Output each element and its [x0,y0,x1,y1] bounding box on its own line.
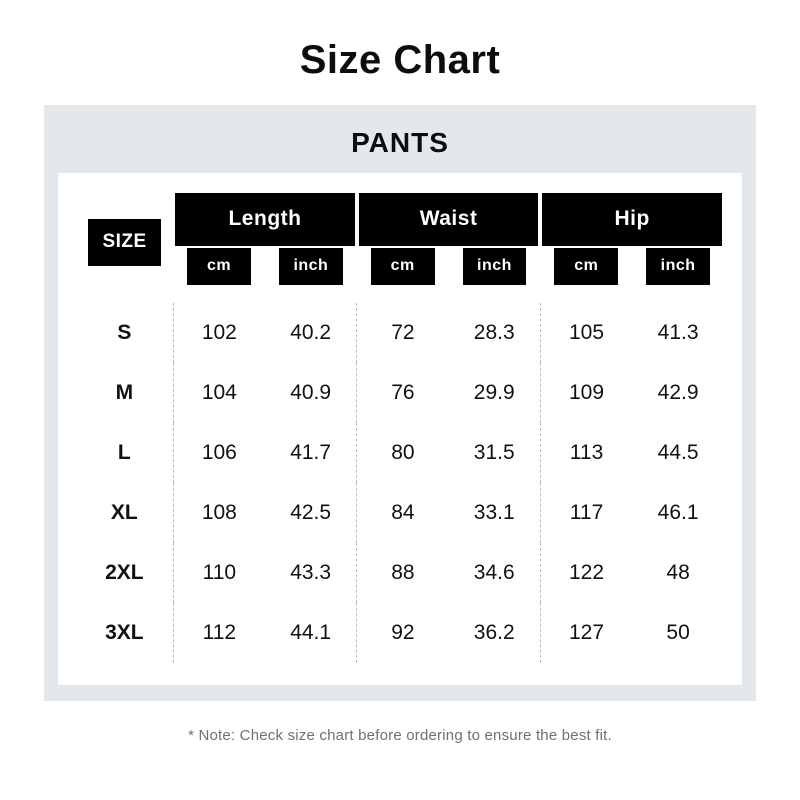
cell-size: L [117,441,131,464]
panel-heading: PANTS [351,127,449,158]
cell-waist-inch: 31.5 [473,441,515,464]
group-header-row [76,191,724,246]
unit-header-hip-cm [540,246,632,291]
cell-size: M [115,381,134,404]
cell-hip-inch: 44.5 [657,441,699,464]
cell-waist-cm: 92 [357,603,449,663]
cell-waist-cm: 76 [357,363,449,423]
group-header-hip-wrap [540,191,724,246]
unit-header-hip-inch [632,246,724,291]
group-header-waist-label: Waist [359,193,539,246]
cell-size: S [117,321,132,344]
cell-length-inch: 40.9 [290,381,332,404]
cell-waist-cm: 72 [357,303,449,363]
unit-header-waist-inch-wrap [449,246,541,291]
header-spacer-row [76,291,724,303]
unit-header-hip-inch-wrap [632,246,724,291]
cell-length-cm: 108 [173,483,265,543]
size-table-body [76,303,724,663]
page-title: Size Chart [299,38,501,82]
cell-hip-inch: 42.9 [657,381,699,404]
cell-length-inch: 42.5 [290,501,332,524]
cell-waist-cm: 80 [357,423,449,483]
cell-hip-inch: 48 [666,561,690,584]
cell-length-cm: 106 [173,423,265,483]
unit-label-cm: cm [187,248,251,285]
cell-hip-cm: 122 [540,543,632,603]
cell-waist-inch: 29.9 [473,381,515,404]
cell-length-inch: 41.7 [290,441,332,464]
cell-hip-cm: 105 [540,303,632,363]
table-row [76,423,724,483]
table-row [76,603,724,663]
unit-label-cm: cm [554,248,618,285]
unit-header-waist-cm [357,246,449,291]
cell-waist-inch: 28.3 [473,321,515,344]
cell-length-cm: 104 [173,363,265,423]
unit-label-inch: inch [279,248,343,285]
cell-hip-inch: 41.3 [657,321,699,344]
size-table-card [58,173,742,685]
unit-header-length-inch [265,246,357,291]
unit-header-length-inch-wrap [265,246,357,291]
cell-hip-cm: 109 [540,363,632,423]
size-header-wrap [76,217,173,266]
unit-header-hip-cm-wrap [540,246,632,291]
group-header-length-wrap [173,191,357,246]
footer-note: * Note: Check size chart before ordering to ensure the best fit. [188,727,612,744]
unit-header-row [76,246,724,291]
group-header-hip [540,191,724,246]
cell-waist-inch: 36.2 [473,621,515,644]
cell-hip-cm: 117 [540,483,632,543]
cell-length-cm: 110 [173,543,265,603]
table-row [76,483,724,543]
unit-header-length-cm [173,246,265,291]
cell-length-inch: 44.1 [290,621,332,644]
cell-size: 2XL [105,561,144,584]
cell-length-inch: 43.3 [290,561,332,584]
cell-length-inch: 40.2 [290,321,332,344]
cell-size: XL [110,501,138,524]
unit-label-inch: inch [646,248,710,285]
cell-waist-inch: 33.1 [473,501,515,524]
group-header-waist [357,191,541,246]
size-header-label: SIZE [88,219,161,266]
cell-hip-cm: 113 [540,423,632,483]
cell-waist-cm: 84 [357,483,449,543]
unit-label-inch: inch [463,248,527,285]
size-header-cell [76,191,173,291]
size-table [76,191,724,663]
unit-header-waist-cm-wrap [357,246,449,291]
table-row [76,543,724,603]
table-row [76,363,724,423]
cell-size: 3XL [105,621,144,644]
group-header-length-label: Length [175,193,355,246]
group-header-waist-wrap [357,191,541,246]
cell-length-cm: 112 [173,603,265,663]
group-header-length [173,191,357,246]
cell-hip-inch: 50 [666,621,690,644]
cell-hip-cm: 127 [540,603,632,663]
cell-hip-inch: 46.1 [657,501,699,524]
table-row [76,303,724,363]
cell-length-cm: 102 [173,303,265,363]
unit-header-waist-inch [449,246,541,291]
unit-label-cm: cm [371,248,435,285]
size-chart-panel [44,105,756,701]
cell-waist-cm: 88 [357,543,449,603]
group-header-hip-label: Hip [542,193,722,246]
unit-header-length-cm-wrap [173,246,265,291]
size-table-head [76,191,724,303]
cell-waist-inch: 34.6 [473,561,515,584]
